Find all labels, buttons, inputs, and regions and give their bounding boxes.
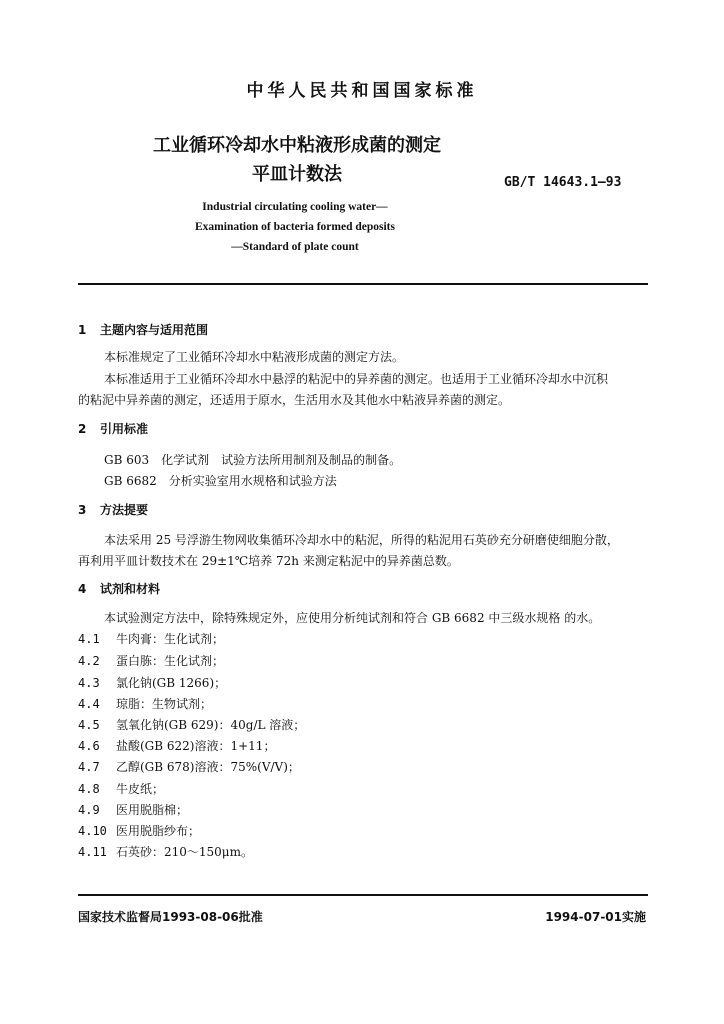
section-title: 主题内容与适用范围 [100,323,209,337]
item-text: 乙醇(GB 678)溶液：75%(V/V)； [116,760,300,774]
item-text: 医用脱脂棉； [116,803,189,817]
item-number: 4.9 [78,803,100,817]
header-divider [78,283,648,285]
item-number: 4.2 [78,654,100,668]
item-number: 4.3 [78,676,100,690]
item-text: 蛋白胨：生化试剂； [116,654,225,668]
item-number: 4.11 [78,845,107,859]
item-text: 医用脱脂纱布； [116,824,201,838]
approval-date: 国家技术监督局1993-08-06批准 [78,910,263,924]
item-number: 4.6 [78,739,100,753]
item-text: 牛肉膏：生化试剂； [116,632,225,646]
section-title: 方法提要 [100,503,149,517]
item-number: 4.1 [78,632,100,646]
paragraph-continuation: 的粘泥中异养菌的测定，还适用于原水，生活用水及其他水中粘液异养菌的测定。 [78,393,511,407]
list-item [78,674,226,691]
section-number: 2 [78,422,87,436]
document-subtitle: 平皿计数法 [252,164,342,185]
national-standard-heading: 中华人民共和国国家标准 [246,81,478,101]
implementation-date: 1994-07-01实施 [545,910,646,924]
section-number: 1 [78,323,87,337]
section-title: 引用标准 [100,422,149,436]
item-text: 氢氧化钠(GB 629)：40g/L 溶液； [116,718,306,732]
section-4-heading [78,580,160,597]
item-number: 4.8 [78,782,100,796]
section-1-heading [78,321,208,338]
document-title: 工业循环冷却水中粘液形成菌的测定 [153,135,441,156]
item-number: 4.4 [78,697,100,711]
item-text: 盐酸(GB 622)溶液：1+11； [116,739,276,753]
paragraph: 本试验测定方法中，除特殊规定外，应使用分析纯试剂和符合 GB 6682 中三级水规格 的水。 [104,611,601,625]
item-text: 石英砂：210～150μm。 [116,845,253,859]
list-item [78,737,275,754]
item-text: 琼脂：生物试剂； [116,697,213,711]
list-item [78,780,164,797]
section-number: 4 [78,582,87,596]
english-title-line-1: Industrial circulating cooling water— [202,201,388,213]
reference-item: GB 603 化学试剂 试验方法所用制剂及制品的制备。 [104,453,402,467]
item-text: 牛皮纸； [116,782,165,796]
list-item [78,801,188,818]
item-number: 4.5 [78,718,100,732]
paragraph: 本法采用 25 号浮游生物网收集循环冷却水中的粘泥，所得的粘泥用石英砂充分研磨使细胞分散， [104,533,619,547]
paragraph-continuation: 再利用平皿计数技术在 29±1℃培养 72h 来测定粘泥中的异养菌总数。 [78,554,459,568]
item-text: 氯化钠(GB 1266)； [116,676,227,690]
list-item [78,716,305,733]
section-number: 3 [78,503,87,517]
paragraph: 本标准规定了工业循环冷却水中粘液形成菌的测定方法。 [104,350,405,364]
list-item [78,758,300,775]
english-title-line-2: Examination of bacteria formed deposits [195,221,395,233]
section-title: 试剂和材料 [100,582,161,596]
list-item [78,652,224,669]
section-2-heading [78,420,148,437]
paragraph: 本标准适用于工业循环冷却水中悬浮的粘泥中的异养菌的测定。也适用于工业循环冷却水中沉积 [104,372,609,386]
english-title-line-3: —Standard of plate count [231,241,359,253]
list-item [78,695,212,712]
item-number: 4.7 [78,760,100,774]
item-number: 4.10 [78,824,107,838]
list-item [78,843,253,860]
footer-divider [78,894,648,896]
list-item [78,630,224,647]
reference-item: GB 6682 分析实验室用水规格和试验方法 [104,474,337,488]
section-3-heading [78,501,148,518]
list-item [78,822,200,839]
standard-number: GB/T 14643.1—93 [504,175,622,190]
